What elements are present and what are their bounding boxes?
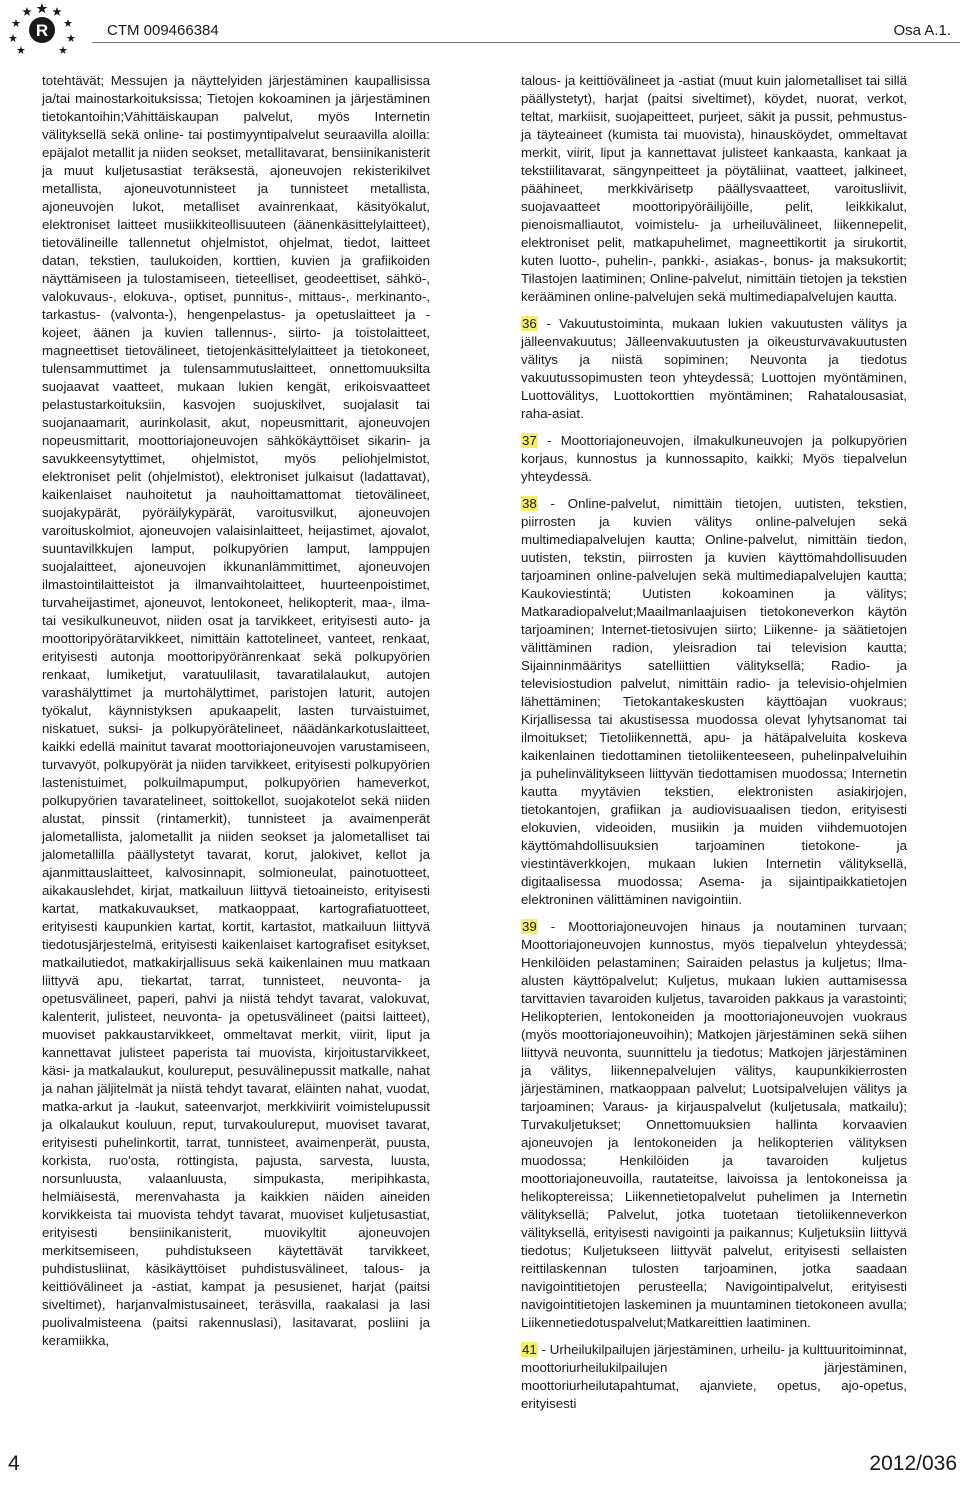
ohim-logo-icon [2, 0, 82, 60]
page-header [0, 0, 960, 52]
class-description: - Urheilukilpailujen järjestäminen, urheilu- ja kulttuuritoiminnat, moottoriurheilukilpailujen järjestäminen, moottoriurheilutapahtumat, ajanviete, opetus, ajo-opetus, erityisesti [521, 1342, 907, 1411]
page-number: 4 [8, 1452, 20, 1475]
class-number-badge: 38 [522, 496, 537, 511]
class-description: - Moottoriajoneuvojen hinaus ja noutaminen turvaan; Moottoriajoneuvojen kunnostus, myös tiepalvelun yhteydessä; Henkilöiden pelastaminen; Sairaiden pelastus ja kuljetus; Ilma-alusten käyttöpalvelut; Kuljetus, mukaan lukien auttamisessa tarvittavien tavaroiden kuljetus, tavaroiden pakkaus ja varastointi; Helikopterien, lentokoneiden ja moottoriajoneuvojen vuokraus (myös moottoriajoneuvoihin); Matkojen järjestäminen sekä siihen liittyvä neuvonta, suunnittelu ja tiedotus; Matkojen järjestäminen ja välitys, liikennepalvelujen välitys, kaupunkikierrosten järjestäminen, matkaoppaan palvelut; Luotsipalvelujen välitys ja tarjoaminen; Varaus- ja kirjauspalvelut (kuljetusala, matkailu); Turvakuljetukset; Onnettomuuksien hallinta korvaavien ajoneuvojen ja lentokoneiden ja helikopterien välityksen muodossa; Henkilöiden ja tavaroiden kuljetus moottoriajoneuvoilla, rautateitse, laivoissa ja lentokoneissa ja helikoptereissa; Liikennetietopalvelut puhelimen ja Internetin välityksellä; Palvelut, jotka tuotetaan tietoliikenneverkon välityksellä, erityisesti navigointi ja paikannus; Kuljetuksiin liittyvä tiedotus; Kuljetukseen liittyvät palvelut, erityisesti sellaisten reittilaskennan tulosten tarjoaminen, jotka saadaan navigointitietojen perusteella; Navigointipalvelut, erityisesti navigointitietojen laskeminen ja muuntaminen tietokoneen avulla; Liikennetiedotuspalvelut;Matkareittien laatiminen. [521, 919, 907, 1330]
class-entry-41 [521, 1341, 907, 1413]
header-divider [92, 42, 960, 43]
class-number-badge: 37 [522, 433, 537, 448]
class-description: - Online-palvelut, nimittäin tietojen, uutisten, tekstien, piirrosten ja kuvien välitys online-palvelujen sekä multimediapalvelujen kautta; Online-palvelut, nimittäin tiedon, uutisten, tekstin, piirrosten ja kuvien käyttömahdollisuuden tarjoaminen online-palvelujen sekä multimediapalvelujen kautta; Kaukoviestintä; Uutisten kokoaminen ja välitys; Matkaradiopalvelut;Maailmanlaajuisen tietokoneverkon käytön tarjoaminen; Internet-tietosivujen siirto; Liikenne- ja säätietojen välittäminen radion, yleisradion tai television kautta; Sijainninmääritys satelliittien välityksellä; Radio- ja televisiostudion palvelut, nimittäin radio- ja televisio-ohjelmien lähettäminen; Tietokantakeskusten käyttöajan vuokraus; Kirjallisessa tai akustisessa muodossa olevat lyhytsanomat tai ilmoitukset; Tietoliikennettä, apu- ja hätäpalveluita koskeva kaikenlainen tiedottaminen tietoliikenteeseen, puhelinpalveluihin ja puhelinvälitykseen liittyvän tiedottamisen muodossa; Internetin kautta myytävien tekstien, elektronisten asiakirjojen, tietokantojen, grafiikan ja audiovisuaalisen tiedon, erityisesti elokuvien, videoiden, musiikin ja muiden viihdemuotojen käyttömahdollisuuksien tarjoaminen tietokone- ja viestintäverkkojen, mukaan lukien Internetin välityksellä, digitaalisessa muodossa; Asema- ja sijaintipaikkatietojen elektroninen välittäminen navigointiin. [521, 496, 907, 907]
class-number-badge: 39 [522, 919, 537, 934]
right-column [521, 72, 907, 1413]
class-description: - Vakuutustoiminta, mukaan lukien vakuutusten välitys ja jälleenvakuutus; Jälleenvakuutusten ja oikeusturvavakuutusten välitys ja niistä sopiminen; Neuvonta ja tiedotus vakuutussopimusten teon yhteydessä; Luottojen myöntäminen, Luottovälitys, Luottokorttien myöntäminen; Rahatalousasiat, raha-asiat. [521, 316, 907, 421]
class-entry-38 [521, 495, 907, 909]
svg-text:R: R [35, 21, 49, 40]
document-number: CTM 009466384 [107, 22, 219, 39]
section-reference: Osa A.1. [893, 22, 951, 39]
goods-list-text: totehtävät; Messujen ja näyttelyiden järjestäminen kaupallisissa ja/tai mainostarkoituksissa; Tietojen kokoaminen ja järjestäminen tietokantoihin;Vähittäiskaupan palvelut, myös Internetin välityksellä sekä online- tai postimyyntipalvelut seuraavilla aloilla: epäjalot metallit ja niiden seokset, metallitavarat, bensiinikanisterit ja muut kuljetusastiat teräksestä, ajoneuvojen rekisterikilvet metallista, ajoneuvotunnisteet ja tunnisteet metallista, ajoneuvojen lukot, metalliset avainrenkaat, käsityökalut, elektroniset laitteet musiikkiteollisuuteen (äänenkäsittelylaitteet), tietovälineille tallennetut ohjelmistot, ohjelmat, tiedot, laitteet datan, tekstien, taulukoiden, korttien, kuvien ja grafiikoiden näyttämiseen ja tulostamiseen, tieteelliset, geodeettiset, sähkö-, valokuvaus-, elokuva-, optiset, punnitus-, mittaus-, merkinanto-, tarkastus- (valvonta-), hengenpelastus- ja opetuslaitteet ja -kojeet, äänen ja kuvien tallennus-, siirto- ja toistolaitteet, magneettiset tietovälineet, tietojenkäsittelylaitteet ja tietokoneet, tulensammuttimet ja tulensammutuslaitteet, onnettomuuksilta suojaavat vaatteet, mukaan lukien kengät, erikoisvaatteet pelastustarkoituksiin, kasvojen suojuskilvet, suojalasit tai suojanaamarit, aurinkolasit, akut, nopeusmittarit, ajoneuvojen nopeusmittarit, moottoriajoneuvojen sähkökäyttöiset sikarin- ja savukkeensytyttimet, ohjelmistot, myös peliohjelmistot, elektroniset pelit (ohjelmistot), elektroniset julkaisut (ladattavat), kaikenlaiset nauhoitetut ja nauhoittamattomat tietovälineet, suojakypärät, pyöräilykypärät, varoitusvilkut, ajoneuvojen varoituskolmiot, ajoneuvojen valaisinlaitteet, heijastimet, ajovalot, suuntavilkkujen lamput, polkupyörien lamput, lamppujen suojalaitteet, ajoneuvojen ikkunanlämmittimet, ajoneuvojen ilmastointilaitteistot ja ilmanvaihtolaitteet, huurteenpoistimet, turvaheijastimet, ajoneuvot, lentokoneet, helikopterit, maa-, ilma- tai vesikulkuneuvot, niiden osat ja tarvikkeet, erityisesti auto- ja moottoripyörätarvikkeet, nimittäin kattotelineet, vanteet, renkaat, erityisesti autonja moottoripyöränrenkaat sekä polkupyörien renkaat, lumiketjut, varatuulilasit, tavaratilalaukut, autojen varashälyttimet ja murtohälyttimet, paristojen laturit, autojen työkalut, käynnistyksen apukaapelit, lasten turvaistuimet, niskatuet, suksi- ja polkupyörätelineet, näädänkarkotuslaitteet, kaikki edellä mainitut tavarat moottoriajoneuvojen varustamiseen, turvavyöt, polkupyörät ja niiden tarvikkeet, erityisesti polkupyörien lastenistuimet, polkuilmapumput, polkupyörien hameverkot, polkupyörien tavaratelineet, soittokellot, suojakotelot sekä niiden alustat, pinssit (rintamerkit), tunnisteet ja avaimenperät jalometallista, jalometallit ja niiden seokset ja jalometalliset tai jalometallilla päällystetyt tavarat, korut, jalokivet, kellot ja ajanmittauslaitteet, kalvosinnapit, solmioneulat, painotuotteet, aikakauslehdet, kirjat, matkailuun liittyvä tietoaineisto, erityisesti kartat, matkakuvaukset, matkaoppaat, kartografiatuotteet, erityisesti kaupunkien kartat, kortit, kartastot, matkailuun liittyvä tiedotusjärjestelmä, erityisesti kaikenlaiset kartografiset esitykset, matkailutiedot, matkakirjallisuus sekä kaikenlainen muu matkaan liittyvä apu, tiekartat, tarrat, tunnisteet, neuvonta- ja opetusvälineet, paperi, pahvi ja niistä tehdyt tavarat, valokuvat, kalenterit, julisteet, neuvonta- ja opetusvälineet (paitsi laitteet), muoviset pakkaustarvikkeet, ommeltavat merkit, viirit, liput ja kannettavat julisteet paperista tai muovista, kirjoitustarvikkeet, käsi- ja matkalaukut, koulureput, pesuvälinepussit matkalle, nahat ja nahan jäljitelmät ja niistä tehdyt tavarat, eläinten nahat, vuodat, matka-arkut ja -laukut, sateenvarjot, merkkiviirit voimistelupussit ja olkalaukut kouluun, reput, turvakoulureput, muoviset tavarat, erityisesti puhelinkortit, tarrat, tunnisteet, avaimenperät, puusta, korkista, ruo'osta, rottingista, pajusta, sarvesta, luusta, norsunluusta, valaanluusta, simpukasta, meripihkasta, helmiäisestä, merenvahasta ja kaikkien näiden aineiden korvikkeista tai muovista tehdyt tavarat, muoviset kuljetusastiat, erityisesti bensiinikanisterit, muovikyltit ajoneuvojen merkitsemiseen, puhdistukseen käytettävät tarvikkeet, puhdistusliinat, käsikäyttöiset puhdistusvälineet, talous- ja keittiövälineet ja -astiat, kampat ja pesusienet, harjat (paitsi siveltimet), harjanvalmistusaineet, teräsvilla, raakalasi ja lasi puolivalmisteena (paitsi rakennuslasi), lasitavarat, posliini ja keramiikka, [42, 73, 430, 1348]
class-number-badge: 36 [522, 316, 537, 331]
class-number-badge: 41 [522, 1342, 537, 1357]
class-entry-39 [521, 918, 907, 1332]
class-entry-36 [521, 315, 907, 423]
class-description: - Moottoriajoneuvojen, ilmakulkuneuvojen ja polkupyörien korjaus, kunnostus ja kunnossapito, kaikki; Myös tiepalvelun yhteydessä. [521, 433, 907, 484]
bulletin-number: 2012/036 [869, 1452, 957, 1475]
left-column [42, 72, 430, 1350]
class-entry-37 [521, 432, 907, 486]
goods-list-continuation: talous- ja keittiövälineet ja -astiat (muut kuin jalometalliset tai sillä päällystetyt), harjat (paitsi siveltimet), köydet, nuorat, verkot, teltat, markiisit, suojapeitteet, purjeet, säkit ja pussit, pehmustus- ja täyteaineet (kumista tai muovista), hinausköydet, ommeltavat merkit, viirit, liput ja kannettavat julisteet kankaasta, kankaat ja tekstiilitavarat, sängynpeitteet ja pöytäliinat, vaatteet, jalkineet, päähineet, merkkivärisetp päällysvaatteet, varoitusliivit, suojavaatteet moottoripyöräilijöille, pelit, leikkikalut, pienoismalliautot, voimistelu- ja urheiluvälineet, liikennepelit, elektroniset pelit, matkapuhelimet, magneettikortit ja sirukortit, kuten luotto-, puhelin-, pankki-, asiakas-, bonus- ja maksukortit; Tilastojen laatiminen; Online-palvelut, nimittäin tietojen ja tekstien kerääminen online-palvelujen sekä multimediapalvelujen kautta. [521, 73, 907, 304]
